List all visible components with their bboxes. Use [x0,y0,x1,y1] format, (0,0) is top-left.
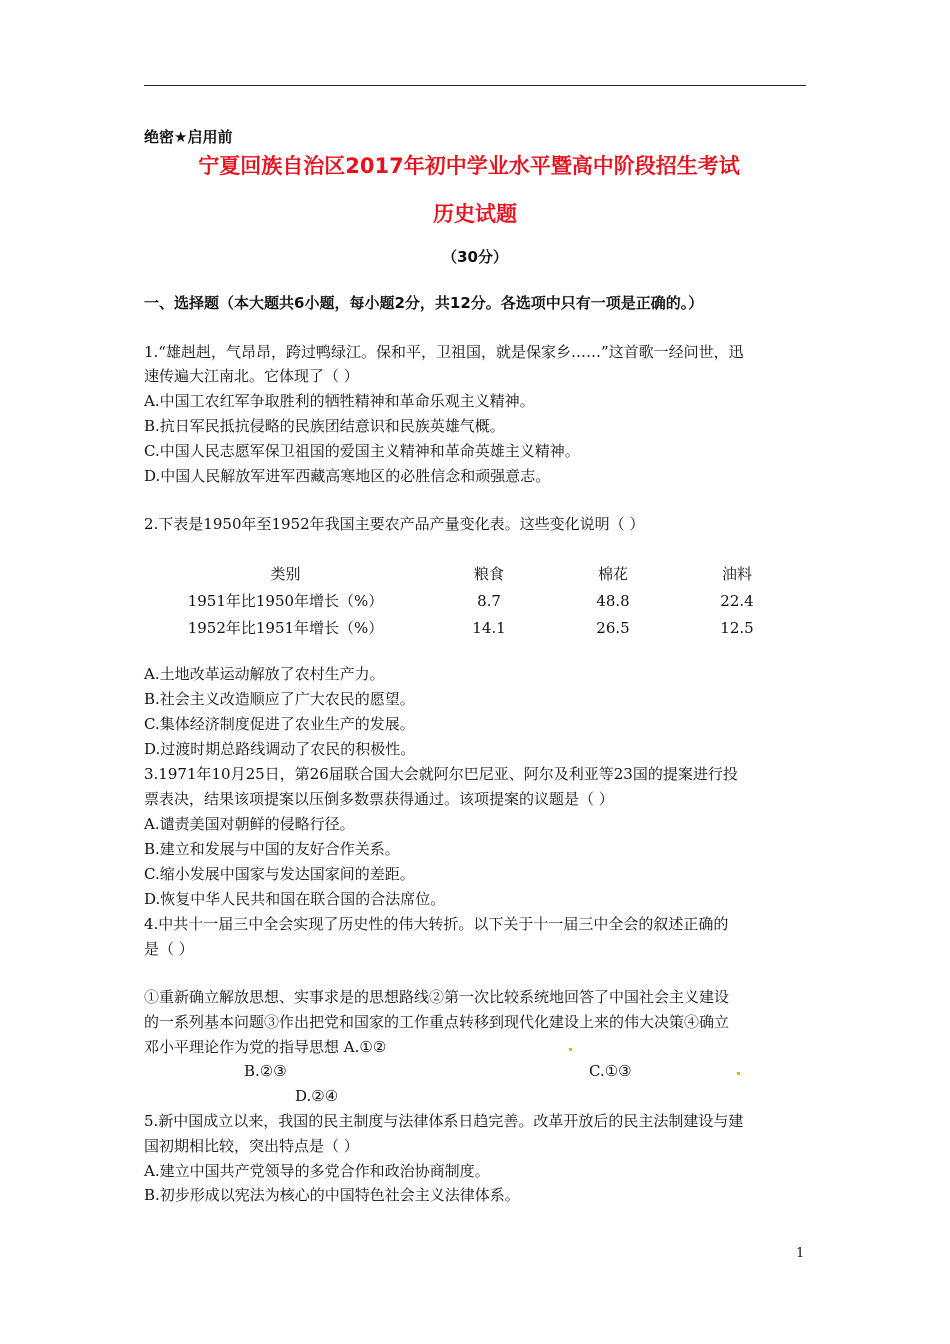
q3-option-d: D.恢复中华人民共和国在联合国的合法席位。 [144,890,446,908]
table-cell: 1952年比1951年增长（%） [187,619,384,637]
exam-subtitle: 历史试题 [433,202,517,226]
q1-option-a: A.中国工农红军争取胜利的牺牲精神和革命乐观主义精神。 [144,392,535,410]
q5-option-b: B.初步形成以宪法为核心的中国特色社会主义法律体系。 [144,1186,520,1204]
q1-option-d: D.中国人民解放军进军西藏高寒地区的必胜信念和顽强意志。 [144,467,551,485]
section-heading: 一、选择题（本大题共6小题，每小题2分，共12分。各选项中只有一项是正确的。） [144,294,704,312]
page-number: 1 [796,1246,805,1261]
q4-stem-line2: 是（ ） [144,940,194,958]
table-header: 类别 [270,565,301,583]
q2-option-c: C.集体经济制度促进了农业生产的发展。 [144,715,415,733]
table-cell: 14.1 [472,618,506,637]
q1-stem-line1: 1.“雄赳赳，气昂昂，跨过鸭绿江。保和平，卫祖国，就是保家乡……”这首歌一经问世，迅 [144,343,744,361]
q4-body-line2: 的一系列基本问题③作出把党和国家的工作重点转移到现代化建设上来的伟大决策④确立 [144,1013,730,1031]
q2-stem: 2.下表是1950年至1952年我国主要农产品产量变化表。这些变化说明（ ） [144,515,645,533]
table-header: 棉花 [597,565,628,583]
q3-stem-line1: 3.1971年10月25日，第26届联合国大会就阿尔巴尼亚、阿尔及利亚等23国的提案进行投 [144,765,738,783]
table-header-row [144,560,799,587]
table-cell: 1951年比1950年增长（%） [187,592,384,610]
q4-stem-line1: 4.中共十一届三中全会实现了历史性的伟大转折。以下关于十一届三中全会的叙述正确的 [144,915,729,933]
table-cell: 26.5 [596,618,630,637]
q5-stem-line2: 国初期相比较，突出特点是（ ） [144,1137,359,1155]
q1-option-c: C.中国人民志愿军保卫祖国的爱国主义精神和革命英雄主义精神。 [144,442,580,460]
q2-option-b: B.社会主义改造顺应了广大农民的愿望。 [144,690,415,708]
q1-stem-line2: 速传遍大江南北。它体现了（ ） [144,367,359,385]
q5-stem-line1: 5.新中国成立以来，我国的民主制度与法律体系日趋完善。改革开放后的民主法制建设与建 [144,1112,744,1130]
q4-option-b: B.②③ [244,1062,287,1080]
secret-label: 绝密★启用前 [144,128,233,146]
table-header: 油料 [721,565,752,583]
q3-option-a: A.谴责美国对朝鲜的侵略行径。 [144,815,355,833]
table-row [144,614,799,641]
q4-option-c: C.①③ [589,1062,632,1080]
table-cell: 22.4 [720,591,754,610]
q4-option-d: D.②④ [295,1087,339,1105]
table-cell: 48.8 [596,591,630,610]
total-score: （30分） [442,248,508,266]
q3-stem-line2: 票表决，结果该项提案以压倒多数票获得通过。该项提案的议题是（ ） [144,790,614,808]
scan-mark [569,1048,572,1051]
q4-body-line1: ①重新确立解放思想、实事求是的思想路线②第一次比较系统地回答了中国社会主义建设 [144,988,730,1006]
header-rule [144,85,806,86]
table-cell: 12.5 [720,618,754,637]
exam-title: 宁夏回族自治区2017年初中学业水平暨高中阶段招生考试 [198,154,740,178]
q2-option-d: D.过渡时期总路线调动了农民的积极性。 [144,740,416,758]
table-cell: 8.7 [477,591,501,610]
q2-option-a: A.土地改革运动解放了农村生产力。 [144,665,385,683]
table-header: 粮食 [473,565,504,583]
q4-body-line3: 邓小平理论作为党的指导思想 A.①② [144,1038,387,1056]
q1-option-b: B.抗日军民抵抗侵略的民族团结意识和民族英雄气概。 [144,417,505,435]
q3-option-c: C.缩小发展中国家与发达国家间的差距。 [144,865,415,883]
q5-option-a: A.建立中国共产党领导的多党合作和政治协商制度。 [144,1162,490,1180]
production-table [144,560,799,641]
table-row [144,587,799,614]
q3-option-b: B.建立和发展与中国的友好合作关系。 [144,840,400,858]
scan-mark [737,1072,740,1075]
